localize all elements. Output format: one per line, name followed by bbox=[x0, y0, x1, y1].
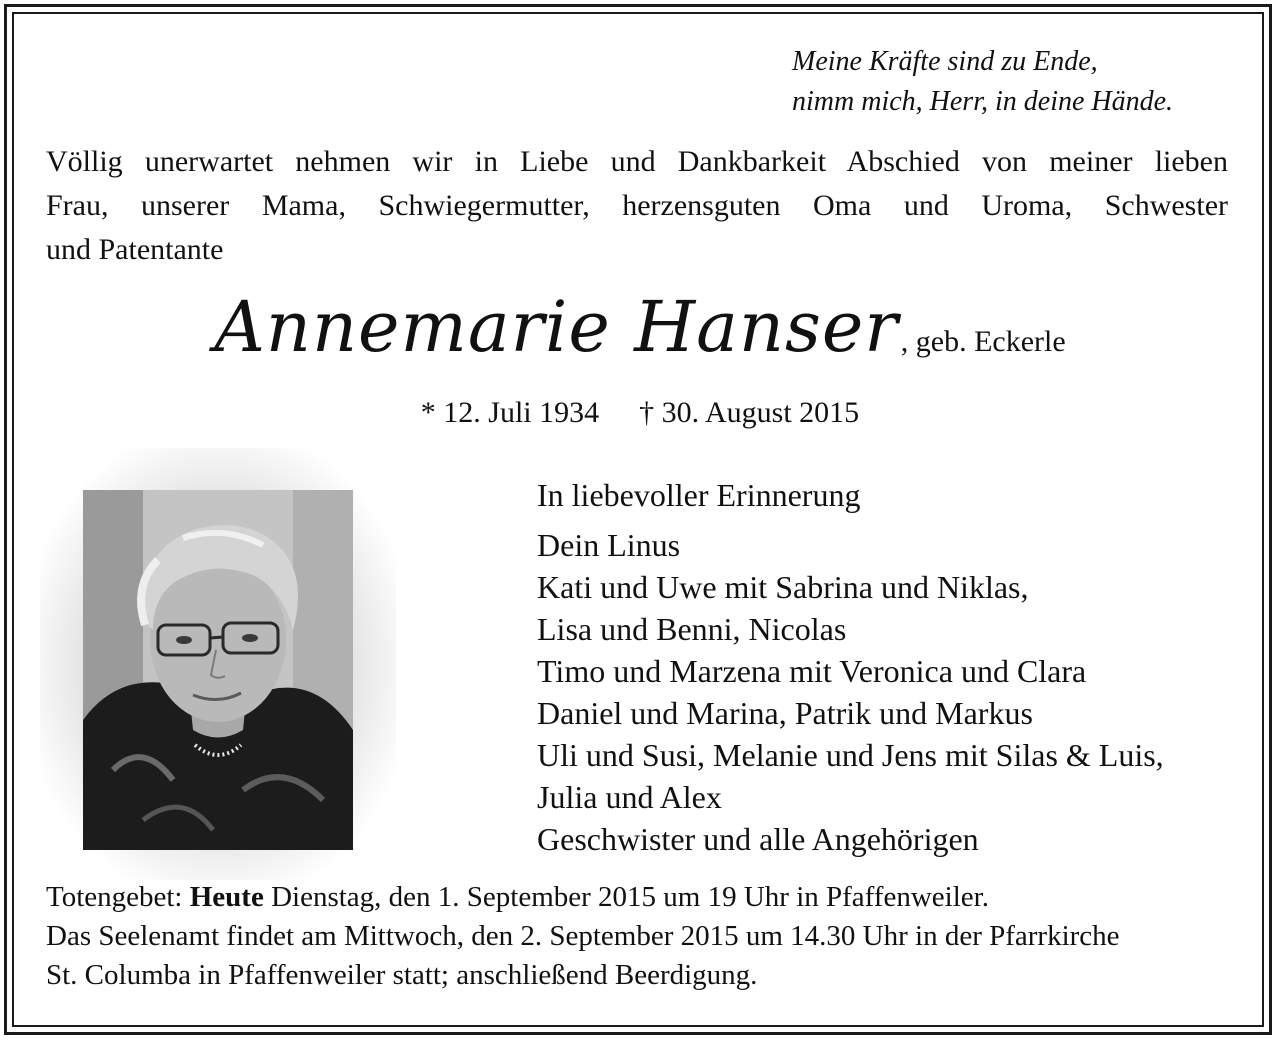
intro-line-3: und Patentante bbox=[46, 233, 224, 266]
intro-line-2: Frau, unserer Mama, Schwiegermutter, herzensguten Oma und Uroma, Schwester bbox=[46, 189, 1228, 222]
life-dates bbox=[0, 393, 1280, 433]
service-info bbox=[46, 878, 1120, 995]
mourners-list bbox=[537, 474, 1164, 860]
motto-verse bbox=[792, 42, 1173, 122]
prayer-bold: Heute bbox=[189, 881, 264, 913]
intro-text bbox=[46, 140, 1228, 272]
prayer-line bbox=[46, 878, 1120, 917]
mourner-line: Lisa und Benni, Nicolas bbox=[537, 611, 847, 647]
mourner-line: Julia und Alex bbox=[537, 779, 722, 815]
birth-date: * 12. Juli 1934 bbox=[420, 396, 600, 429]
motto-line-2: nimm mich, Herr, in deine Hände. bbox=[792, 86, 1174, 117]
motto-line-1: Meine Kräfte sind zu Ende, bbox=[792, 46, 1098, 77]
deceased-name-row bbox=[0, 286, 1280, 368]
mass-line: Das Seelenamt findet am Mittwoch, den 2. September 2015 um 14.30 Uhr in der Pfarrkirche bbox=[46, 920, 1120, 952]
death-date: † 30. August 2015 bbox=[639, 396, 860, 429]
mourner-line: Uli und Susi, Melanie und Jens mit Silas & Luis, bbox=[537, 737, 1164, 773]
mourner-line: Daniel und Marina, Patrik und Markus bbox=[537, 695, 1033, 731]
maiden-name: , geb. Eckerle bbox=[900, 325, 1066, 358]
prayer-rest: Dienstag, den 1. September 2015 um 19 Uhr in Pfaffenweiler. bbox=[263, 881, 989, 913]
mourners-heading: In liebevoller Erinnerung bbox=[537, 477, 861, 513]
portrait-icon bbox=[83, 490, 353, 850]
burial-line: St. Columba in Pfaffenweiler statt; anschließend Beerdigung. bbox=[46, 959, 758, 991]
mourner-line: Dein Linus bbox=[537, 527, 681, 563]
mourner-line: Kati und Uwe mit Sabrina und Niklas, bbox=[537, 569, 1029, 605]
mourner-line: Timo und Marzena mit Veronica und Clara bbox=[537, 653, 1087, 689]
mourner-line: Geschwister und alle Angehörigen bbox=[537, 821, 979, 857]
prayer-label: Totengebet: bbox=[46, 881, 190, 913]
portrait-photo bbox=[83, 490, 353, 850]
deceased-name: Annemarie Hanser bbox=[214, 286, 899, 368]
intro-line-1: Völlig unerwartet nehmen wir in Liebe und Dankbarkeit Abschied von meiner lieben bbox=[46, 145, 1228, 178]
